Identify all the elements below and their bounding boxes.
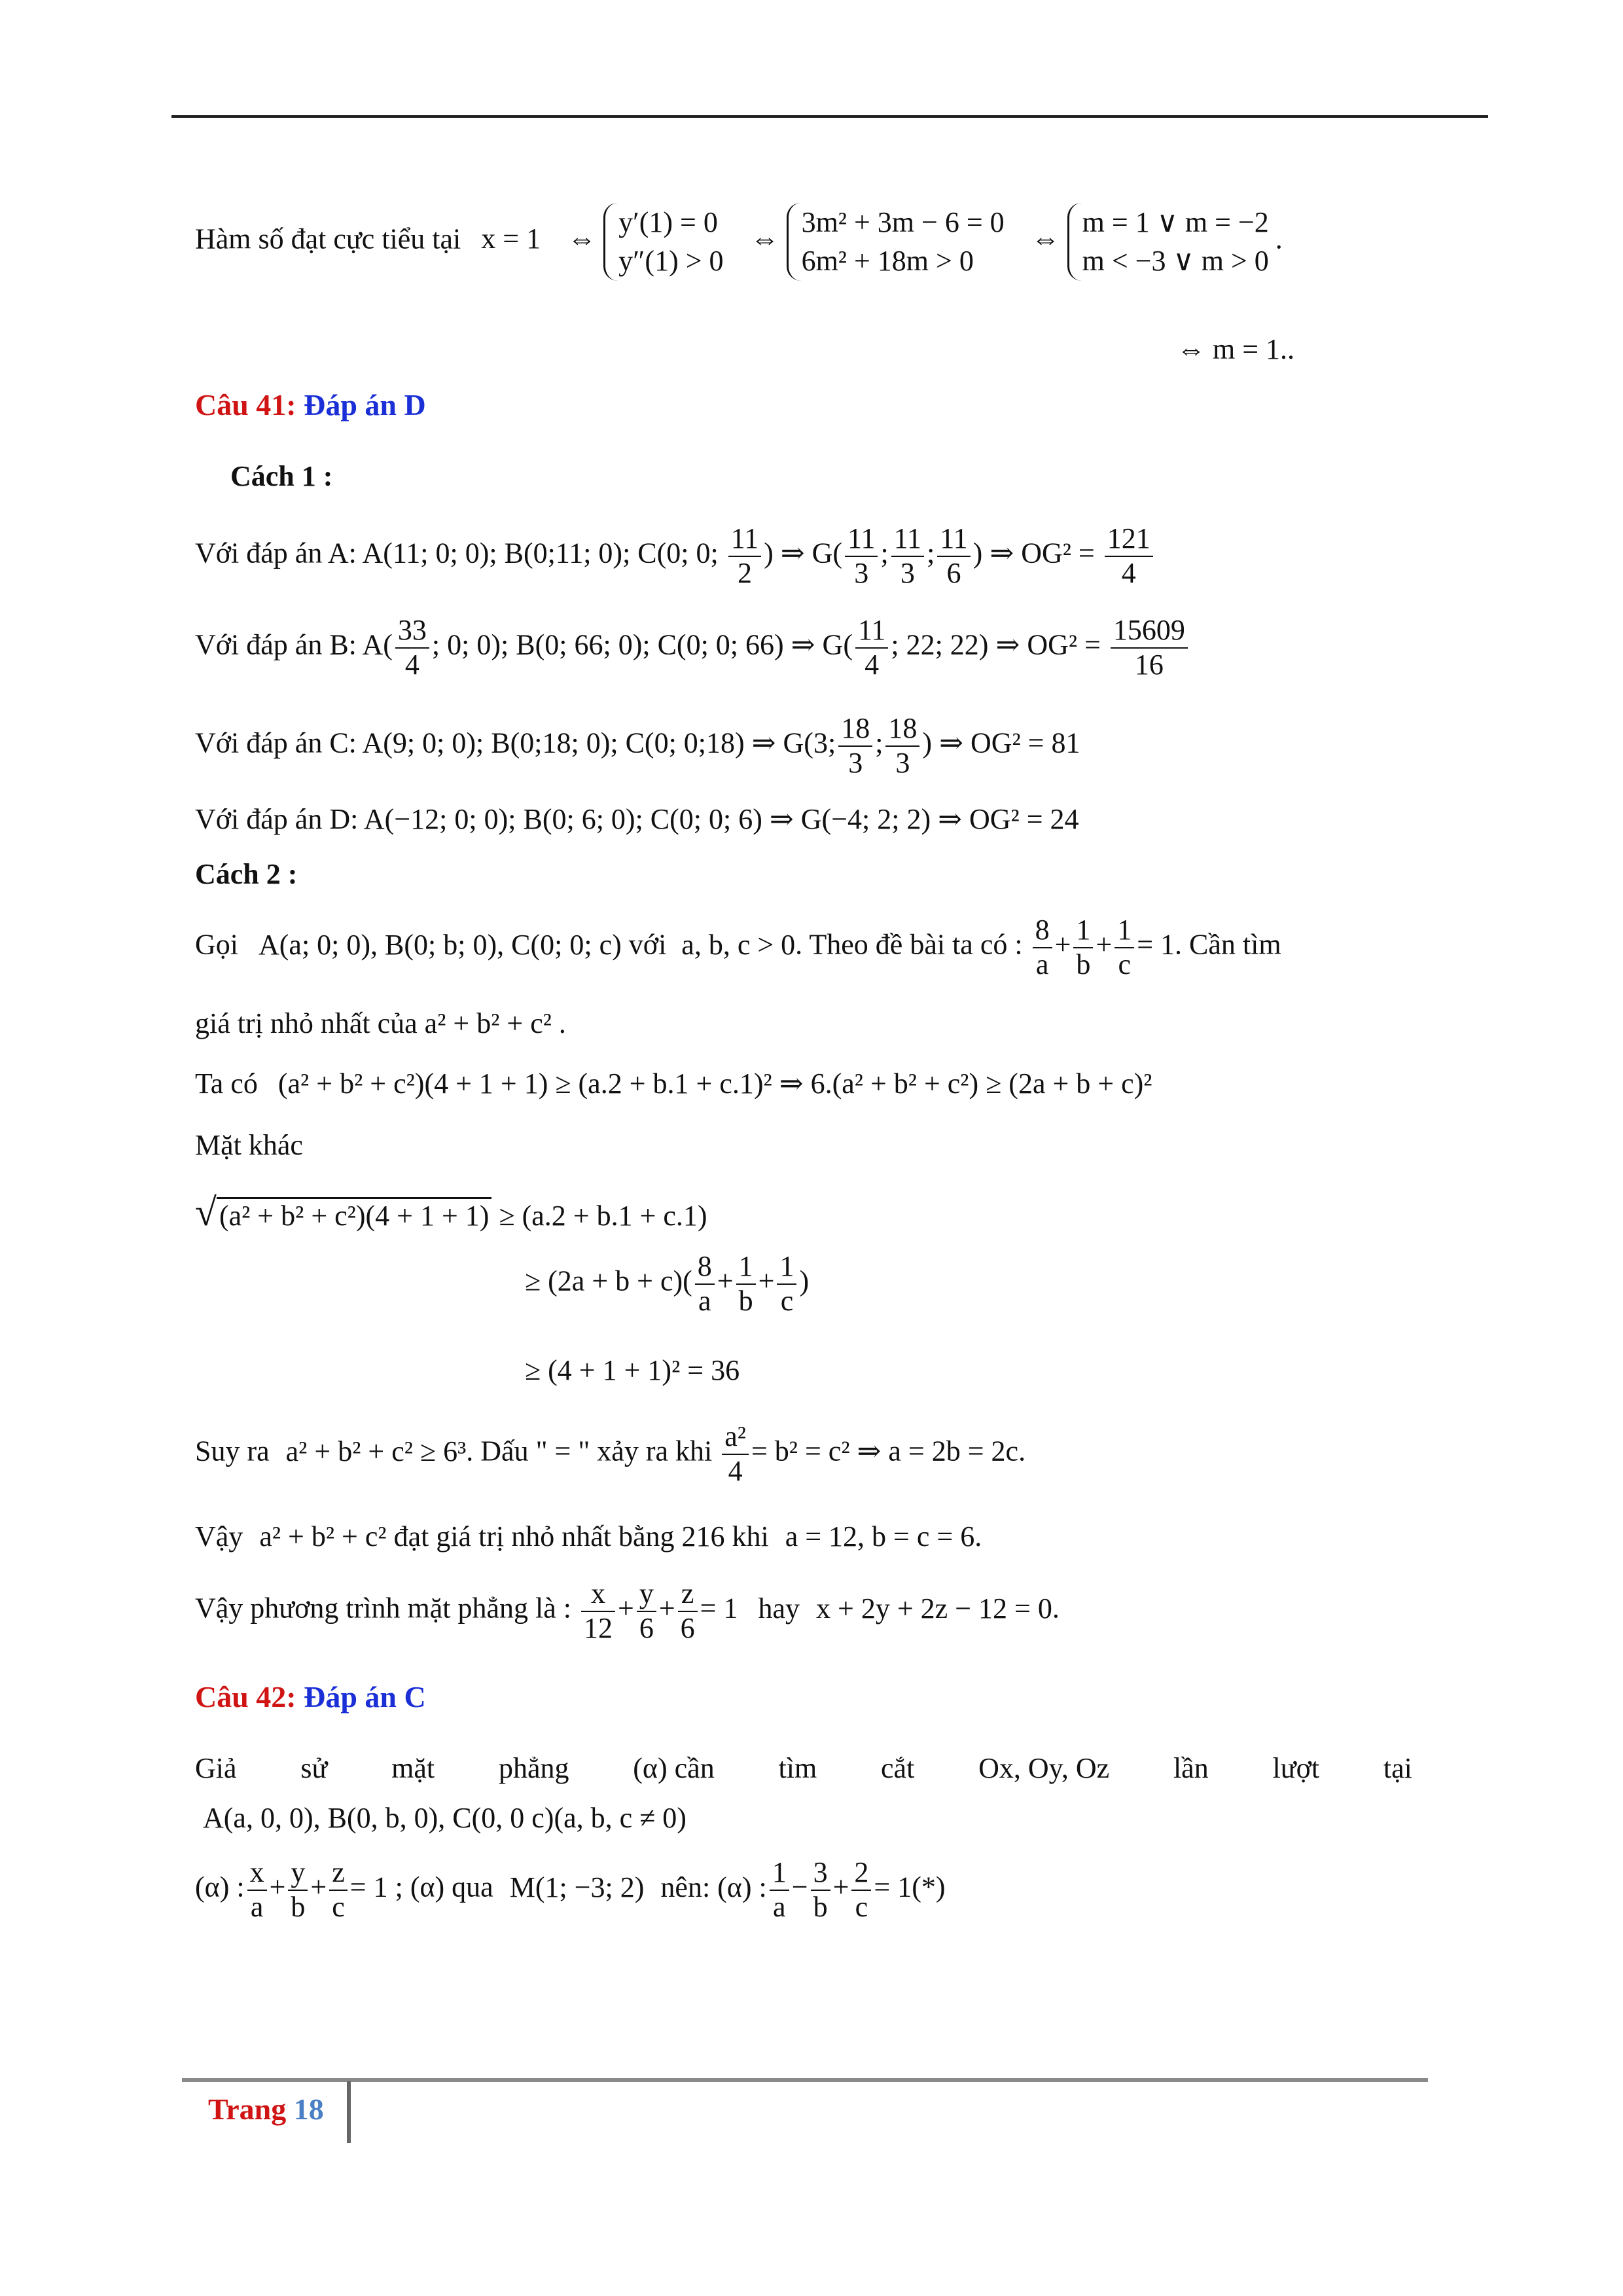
question-41-heading: Câu 41: Đáp án D (195, 388, 426, 422)
question-42-heading: Câu 42: Đáp án C (195, 1680, 426, 1713)
plane-equation-line: Vậy phương trình mặt phẳng là : $\frac{x}{12}$ + $\frac{y}{6}$ + $\frac{z}{6}$ = 1 hay x + 2y + 2z − 12 = 0. (195, 1577, 1060, 1644)
system-1: y′(1) = 0 y″(1) > 0 (603, 203, 730, 281)
justified-line: Giả sử mặt phẳng (α) cần tìm cắt Ox, Oy, Oz lần lượt tại (195, 1752, 1412, 1784)
intercept-points: A(a, 0, 0), B(0, b, 0), C(0, 0 c)(a, b, c ≠ 0) (203, 1802, 687, 1834)
system-2: 3m² + 3m − 6 = 0 6m² + 18m > 0 (787, 203, 1011, 281)
answer-c-line: Với đáp án C: A(9; 0; 0); B(0;18; 0); C(0; 0;18) ⇒ G(3; $\frac{18}{3}$ ; $\frac{18}{3}$ ) ⇒ OG² = 81 (195, 712, 1080, 779)
also-line: Mặt khác (195, 1129, 303, 1161)
inequality-3: ≥ (4 + 1 + 1)² = 36 (525, 1354, 740, 1386)
answer-d-line: Với đáp án D: A(−12; 0; 0); B(0; 6; 0); C(0; 0; 6) ⇒ G(−4; 2; 2) ⇒ OG² = 24 (195, 803, 1079, 835)
minimize-line: giá trị nhỏ nhất của a² + b² + c² . (195, 1007, 566, 1039)
extremum-result: ⇔ m = 1.. (1177, 333, 1295, 365)
cauchy-line: Ta có (a² + b² + c²)(4 + 1 + 1) ≥ (a.2 + b.1 + c.1)² ⇒ 6.(a² + b² + c²) ≥ (2a + b + c)² (195, 1067, 1152, 1100)
footer-rule (182, 2078, 1428, 2082)
page-number: Trang 18 (208, 2092, 324, 2126)
footer-separator (347, 2081, 351, 2143)
answer-a-line: Với đáp án A: A(11; 0; 0); B(0;11; 0); C(0; 0; $\frac{11}{2}$ ) ⇒ G( $\frac{11}{3}$ ; $\frac{11}{3}$ ; $\frac{11}{6}$ ) ⇒ OG² = $\frac{121}{4}$ (195, 522, 1156, 590)
system-3: m = 1 ∨ m = −2 m < −3 ∨ m > 0 (1067, 203, 1275, 281)
header-rule (171, 115, 1488, 118)
plane-alpha-line: (α) : $\frac{x}{a}$ + $\frac{y}{b}$ + $\frac{z}{c}$ = 1 ; (α) qua M(1; −3; 2) nên: (α) : $\frac{1}{a}$ − $\frac{3}{b}$ + $\frac{2}{c}$ = 1(*) (195, 1856, 946, 1923)
inequality-1: √(a² + b² + c²)(4 + 1 + 1) ≥ (a.2 + b.1 + c.1) (195, 1191, 707, 1234)
minimum-value-line: Vậy a² + b² + c² đạt giá trị nhỏ nhất bằng 216 khi a = 12, b = c = 6. (195, 1520, 982, 1552)
setup-line: Gọi A(a; 0; 0), B(0; b; 0), C(0; 0; c) với a, b, c > 0. Theo đề bài ta có : $\frac{8}{a}$ + $\frac{1}{b}$ + $\frac{1}{c}$ = 1. Cần tìm (195, 914, 1281, 980)
method-2-title: Cách 2 : (195, 858, 298, 890)
extremum-line: Hàm số đạt cực tiểu tại x = 1 ⇔ y′(1) = 0 y″(1) > 0 ⇔ 3m² + 3m − 6 = 0 6m² + 18m > 0 ⇔ m = 1 ∨ m = −2 m < −3 ∨ m > 0. (195, 203, 1283, 281)
answer-b-line: Với đáp án B: A( $\frac{33}{4}$ ; 0; 0); B(0; 66; 0); C(0; 0; 66) ⇒ G( $\frac{11}{4}$ ; 22; 22) ⇒ OG² = $\frac{15609}{16}$ (195, 614, 1190, 681)
inequality-2: ≥ (2a + b + c)( $\frac{8}{a}$ + $\frac{1}{b}$ + $\frac{1}{c}$ ) (525, 1250, 810, 1317)
conclusion-line: Suy ra a² + b² + c² ≥ 6³. Dấu " = " xảy ra khi $\frac{\text{a²}}{4}$ = b² = c² ⇒ a = 2b = 2c. (195, 1420, 1026, 1487)
method-1-title: Cách 1 : (230, 460, 333, 492)
